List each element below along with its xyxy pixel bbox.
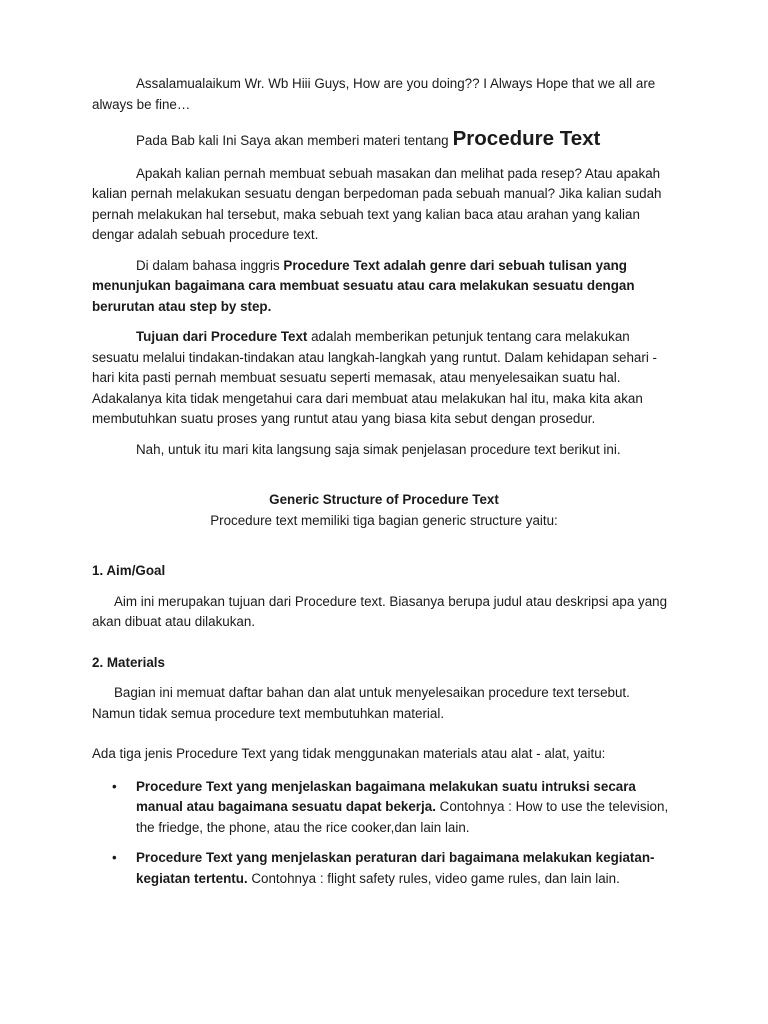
definition-bold: Procedure Text adalah genre dari sebuah tulisan yang menunjukan bagaimana cara membuat sesuatu atau cara melakukan sesuatu dengan berurutan atau step by step. — [92, 257, 635, 314]
purpose-rest: adalah memberikan petunjuk tentang cara melakukan sesuatu melalui tindakan-tindakan atau langkah-langkah yang runtut. Dalam kehidapan sehari - hari kita pasti pernah membuat sesuatu seperti memasak, atau menyelesaikan suatu hal. Adakalanya kita tidak mengetahui cara dari membuat atau melakukan hal itu, maka kita akan membutuhkan suatu proses yang runtut atau yang biasa kita sebut dengan prosedur. — [92, 329, 657, 426]
topic-title: Procedure Text — [452, 127, 601, 150]
types-list — [92, 777, 676, 890]
paragraph-transition: Nah, untuk itu mari kita langsung saja simak penjelasan procedure text berikut ini. — [136, 441, 621, 457]
bullet-icon: • — [112, 778, 117, 794]
section-text-aim: Aim ini merupakan tujuan dari Procedure text. Biasanya berupa judul atau deskripsi apa yang akan dibuat atau dilakukan. — [92, 593, 668, 629]
intro-lead-text: Pada Bab kali Ini Saya akan memberi materi tentang — [136, 133, 449, 148]
bullet-icon: • — [112, 850, 117, 865]
section-heading-materials: 2. Materials — [92, 654, 165, 670]
intro-title-line — [92, 129, 676, 152]
definition-lead: Di dalam bahasa inggris — [136, 257, 284, 273]
list-item-rest: Contohnya : How to use the television, the friedge, the phone, atau the rice cooker,dan lain lain. — [136, 799, 669, 835]
list-item-bold: Procedure Text yang menjelaskan peraturan dari bagaimana melakukan kegiatan-kegiatan tertentu. — [136, 850, 655, 886]
purpose-bold: Tujuan dari Procedure Text — [136, 329, 308, 344]
greeting-paragraph: Assalamualaikum Wr. Wb Hiii Guys, How are you doing?? I Always Hope that we all are always be fine… — [92, 76, 656, 112]
list-item-rest: Contohnya : flight safety rules, video game rules, dan lain lain. — [247, 870, 620, 886]
list-item — [92, 777, 676, 839]
paragraph-purpose — [92, 327, 676, 430]
section-text-materials: Bagian ini memuat daftar bahan dan alat untuk menyelesaikan procedure text tersebut. Namun tidak semua procedure text membutuhkan material. — [92, 685, 630, 721]
section-heading-aim: 1. Aim/Goal — [92, 563, 166, 578]
list-item — [92, 848, 676, 889]
paragraph-definition-question: Apakah kalian pernah membuat sebuah masakan dan melihat pada resep? Atau apakah kalian pernah melakukan sesuatu dengan berpedoman pada sebuah manual? Jika kalian sudah pernah melakukan hal tersebut, maka sebuah text yang kalian baca atau arahan yang kalian dengar adalah sebuah procedure text. — [92, 165, 662, 242]
structure-subtitle: Procedure text memiliki tiga bagian generic structure yaitu: — [210, 512, 558, 528]
structure-title: Generic Structure of Procedure Text — [269, 492, 499, 507]
paragraph-definition — [92, 256, 676, 318]
types-intro: Ada tiga jenis Procedure Text yang tidak menggunakan materials atau alat - alat, yaitu: — [92, 746, 606, 761]
list-item-bold: Procedure Text yang menjelaskan bagaimana melakukan suatu intruksi secara manual atau bagaimana sesuatu dapat bekerja. — [136, 778, 636, 814]
